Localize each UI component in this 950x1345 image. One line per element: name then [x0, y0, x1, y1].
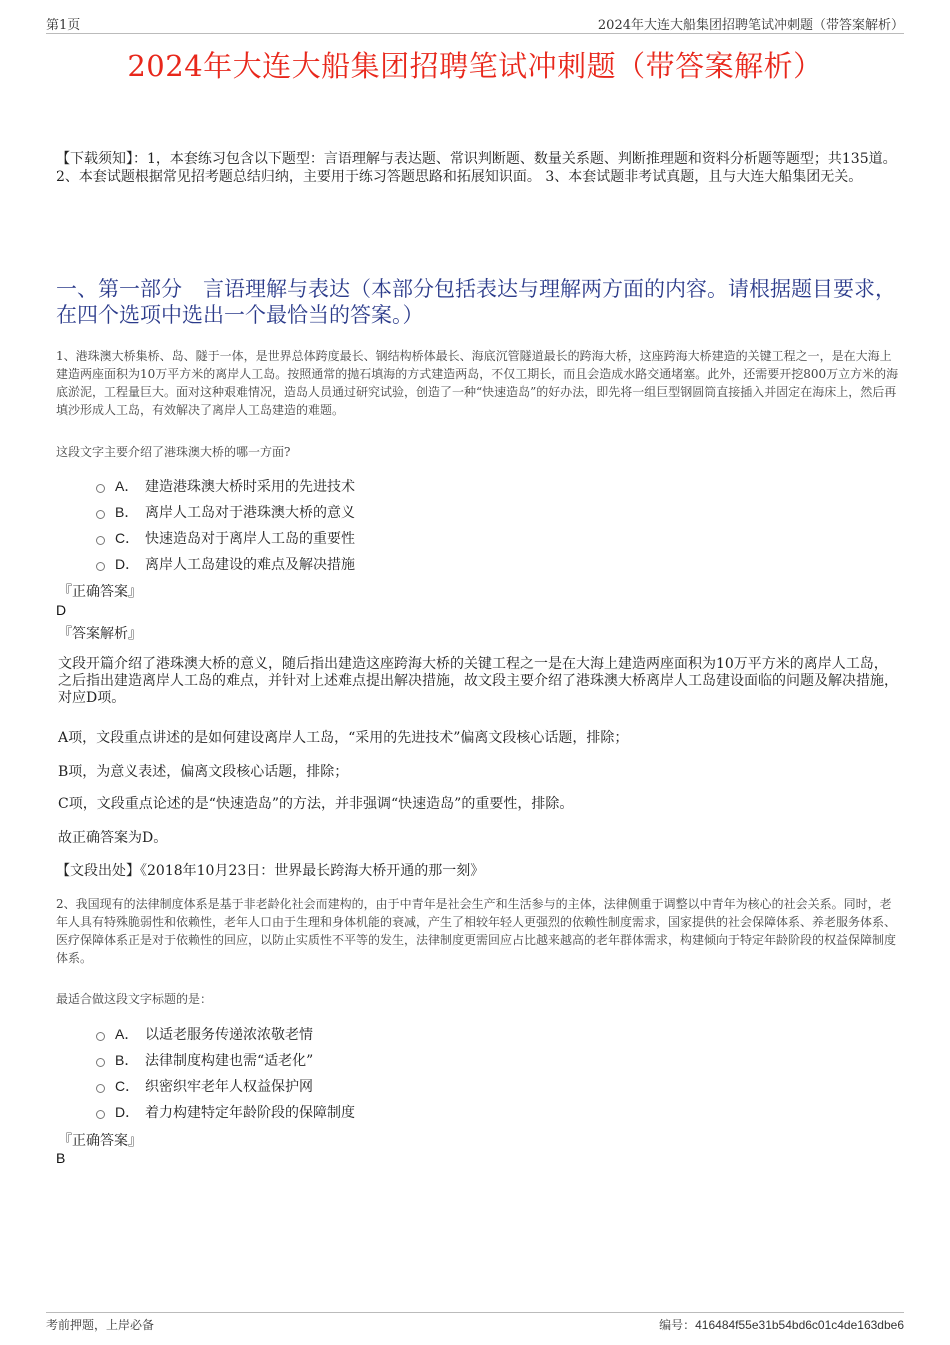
q2-options	[96, 1021, 355, 1125]
q2-answer-label: 『正确答案』	[58, 1133, 142, 1149]
q1-option-b[interactable]: B． 离岸人工岛对于港珠澳大桥的意义	[96, 499, 355, 525]
radio-icon[interactable]	[96, 1084, 105, 1093]
radio-icon[interactable]	[96, 1032, 105, 1041]
q1-analysis-label: 『答案解析』	[58, 626, 142, 642]
header-doc-title: 2024年大连大船集团招聘笔试冲刺题（带答案解析）	[597, 18, 904, 33]
q2-option-a[interactable]: A． 以适老服务传递浓浓敬老情	[96, 1021, 355, 1047]
q1-option-a[interactable]: A． 建造港珠澳大桥时采用的先进技术	[96, 473, 355, 499]
q2-answer: B	[56, 1150, 66, 1166]
document-code: 编号：416484f55e31b54bd6c01c4de163dbe6	[659, 1318, 904, 1332]
q1-analysis-b: B项，为意义表述，偏离文段核心话题，排除；	[58, 764, 349, 780]
radio-icon[interactable]	[96, 1058, 105, 1067]
q1-answer: D	[56, 602, 67, 618]
page-number: 第1页	[46, 18, 81, 33]
q1-analysis: 文段开篇介绍了港珠澳大桥的意义，随后指出建造这座跨海大桥的关键工程之一是在大海上建造两座面积为10万平方米的离岸人工岛，之后指出建造离岸人工岛的难点，并针对上述难点提出解决措施，故文段主要介绍了港珠澳大桥离岸人工岛建设面临的问题及解决措施，对应D项。	[58, 656, 898, 706]
radio-icon[interactable]	[96, 1110, 105, 1119]
q1-analysis-c: C项，文段重点论述的是“快速造岛”的方法，并非强调“快速造岛”的重要性，排除。	[58, 796, 574, 812]
page-footer	[46, 1312, 904, 1334]
q2-question: 最适合做这段文字标题的是：	[56, 992, 213, 1006]
q1-option-d[interactable]: D． 离岸人工岛建设的难点及解决措施	[96, 551, 355, 577]
download-notice: 【下载须知】：1，本套练习包含以下题型：言语理解与表达题、常识判断题、数量关系题、判断推理题和资料分析题等题型；共135道。 2、本套试题根据常见招考题总结归纳，主要用于练习答题思路和拓展知识面。 3、本套试题非考试真题，且与大连大船集团无关。	[56, 151, 897, 185]
radio-icon[interactable]	[96, 536, 105, 545]
document-title: 2024年大连大船集团招聘笔试冲刺题（带答案解析）	[127, 49, 823, 83]
radio-icon[interactable]	[96, 510, 105, 519]
page-header	[46, 12, 904, 34]
q1-answer-label: 『正确答案』	[58, 584, 142, 600]
q1-conclusion: 故正确答案为D。	[58, 830, 168, 846]
q2-option-c[interactable]: C． 织密织牢老年人权益保护网	[96, 1073, 355, 1099]
section-heading: 一、第一部分 言语理解与表达（本部分包括表达与理解两方面的内容。请根据题目要求，在四个选项中选出一个最恰当的答案。）	[56, 277, 896, 327]
q2-option-b[interactable]: B． 法律制度构建也需“适老化”	[96, 1047, 355, 1073]
radio-icon[interactable]	[96, 562, 105, 571]
q1-source: 【文段出处】《2018年10月23日：世界最长跨海大桥开通的那一刻》	[56, 863, 485, 879]
q1-option-c[interactable]: C． 快速造岛对于离岸人工岛的重要性	[96, 525, 355, 551]
q1-question: 这段文字主要介绍了港珠澳大桥的哪一方面?	[56, 445, 291, 459]
q1-passage: 1、港珠澳大桥集桥、岛、隧于一体，是世界总体跨度最长、钢结构桥体最长、海底沉管隧道最长的跨海大桥，这座跨海大桥建造的关键工程之一，是在大海上建造两座面积为10万平方米的离岸人工岛。按照通常的抛石填海的方式建造两岛，不仅工期长，而且会造成水路交通堵塞。此外，还需要开挖800万立方米的海底淤泥，工程量巨大。面对这种艰难情况，造岛人员通过研究试验，创造了一种“快速造岛”的好办法，即先将一组巨型钢圆筒直接插入并固定在海床上，然后再填沙形成人工岛，有效解决了离岸人工岛建造的难题。	[56, 349, 899, 417]
q1-analysis-a: A项，文段重点讲述的是如何建设离岸人工岛，“采用的先进技术”偏离文段核心话题，排除；	[58, 730, 629, 746]
q2-option-d[interactable]: D． 着力构建特定年龄阶段的保障制度	[96, 1099, 355, 1125]
radio-icon[interactable]	[96, 484, 105, 493]
footer-slogan: 考前押题，上岸必备	[46, 1318, 155, 1332]
q1-options	[96, 473, 355, 577]
q2-passage: 2、我国现有的法律制度体系是基于非老龄化社会而建构的，由于中青年是社会生产和生活参与的主体，法律侧重于调整以中青年为核心的社会关系。同时，老年人具有特殊脆弱性和依赖性，老年人口由于生理和身体机能的衰减，产生了相较年轻人更强烈的依赖性制度需求，国家提供的社会保障体系、养老服务体系、医疗保障体系正是对于依赖性的回应，以防止实质性不平等的发生，法律制度更需回应占比越来越高的老年群体需求，构建倾向于特定年龄阶段的权益保障制度体系。	[56, 897, 897, 965]
